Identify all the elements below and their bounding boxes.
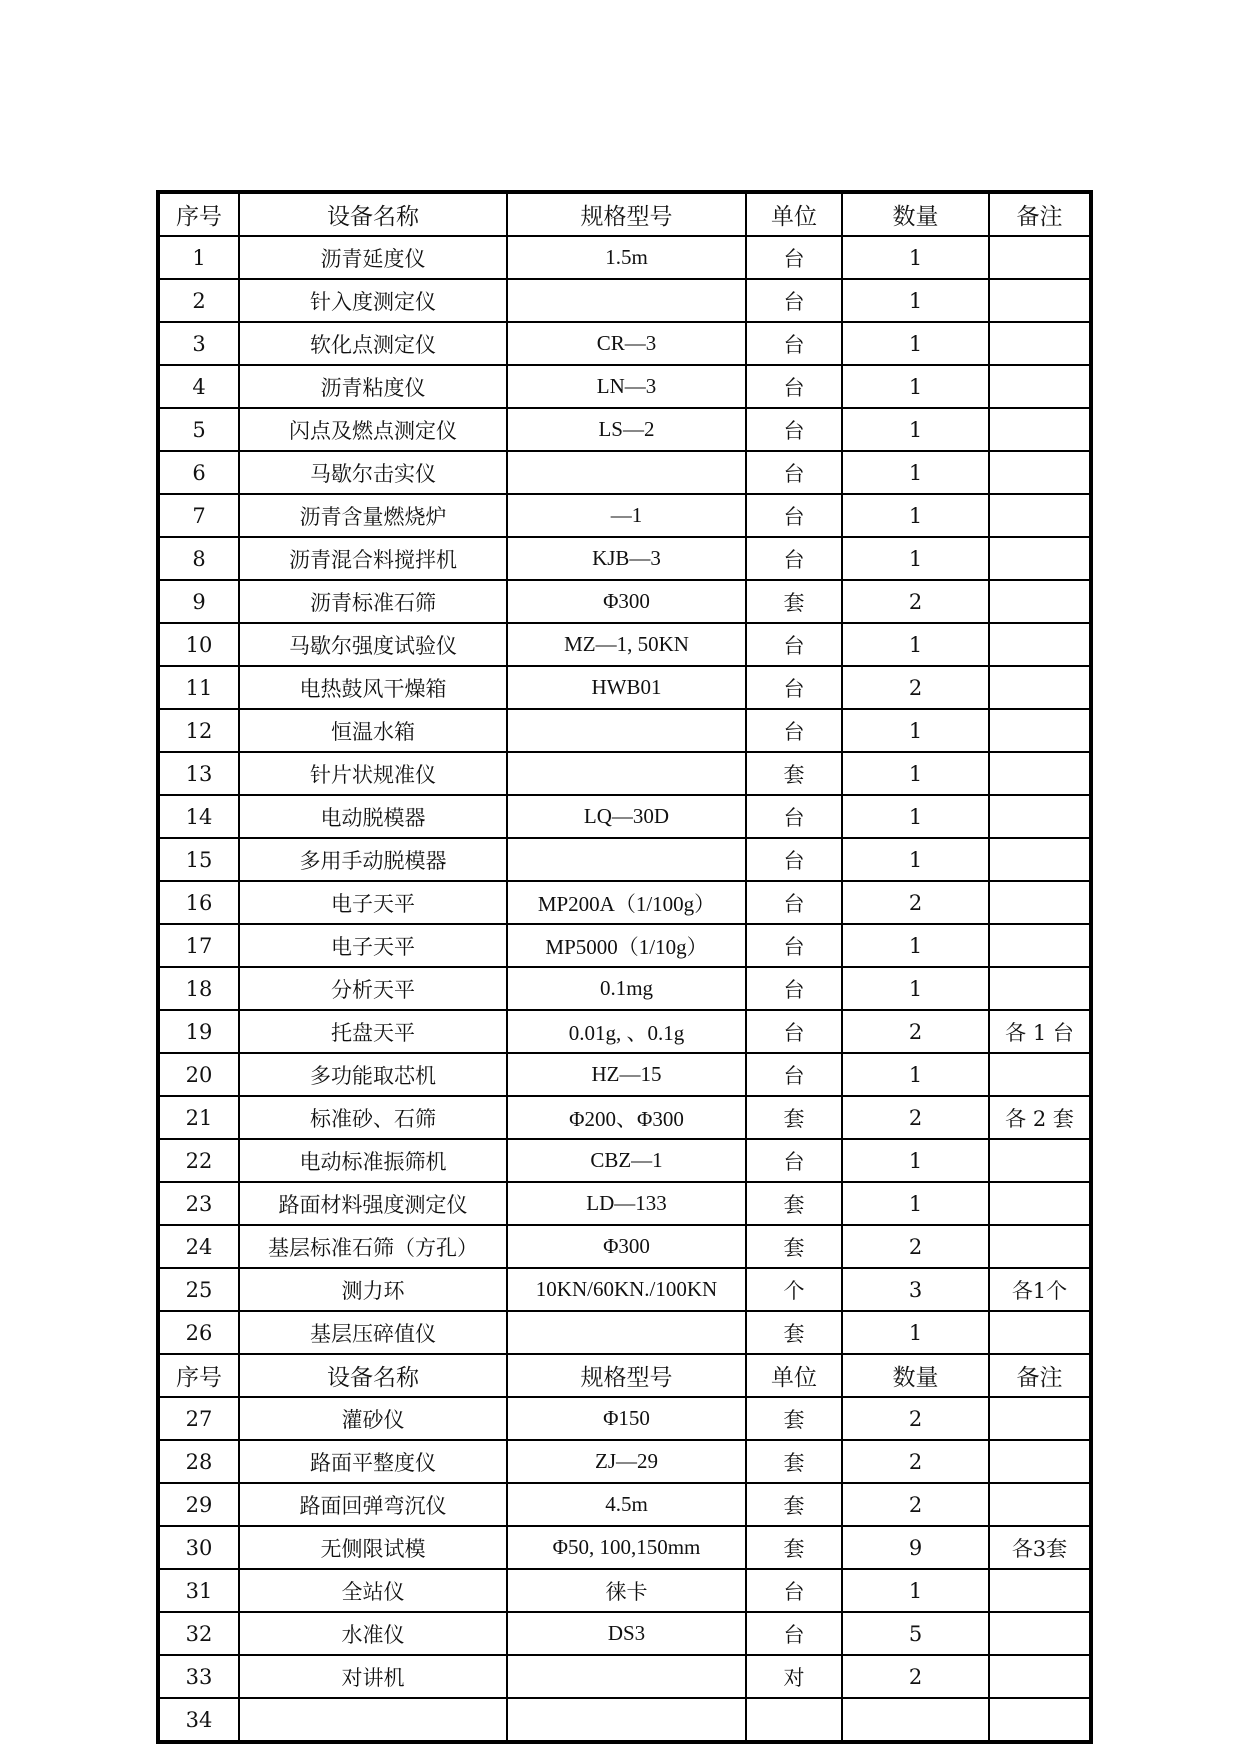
unit-cell: 套 bbox=[746, 1440, 842, 1483]
equipment-table-body bbox=[158, 192, 1091, 1742]
unit-cell: 套 bbox=[746, 1483, 842, 1526]
row-number-cell: 32 bbox=[158, 1612, 239, 1655]
equipment-name-cell: 电子天平 bbox=[239, 924, 507, 967]
unit-cell: 台 bbox=[746, 236, 842, 279]
quantity-cell: 1 bbox=[842, 924, 989, 967]
spec-model-cell: 徕卡 bbox=[507, 1569, 746, 1612]
quantity-cell: 1 bbox=[842, 279, 989, 322]
spec-model-cell: MZ—1, 50KN bbox=[507, 623, 746, 666]
equipment-name-cell: 沥青混合料搅拌机 bbox=[239, 537, 507, 580]
spec-model-cell bbox=[507, 279, 746, 322]
table-row bbox=[158, 709, 1091, 752]
remark-cell bbox=[989, 752, 1091, 795]
table-row bbox=[158, 666, 1091, 709]
quantity-cell: 1 bbox=[842, 709, 989, 752]
remark-cell bbox=[989, 365, 1091, 408]
spec-model-cell bbox=[507, 1698, 746, 1742]
remark-cell bbox=[989, 1182, 1091, 1225]
equipment-name-cell: 软化点测定仪 bbox=[239, 322, 507, 365]
table-row bbox=[158, 1612, 1091, 1655]
quantity-cell: 1 bbox=[842, 236, 989, 279]
table-row bbox=[158, 623, 1091, 666]
spec-model-cell: 0.1mg bbox=[507, 967, 746, 1010]
header-row-number: 序号 bbox=[158, 1354, 239, 1397]
table-row bbox=[158, 838, 1091, 881]
table-row bbox=[158, 322, 1091, 365]
quantity-cell: 9 bbox=[842, 1526, 989, 1569]
remark-cell: 各 1 台 bbox=[989, 1010, 1091, 1053]
spec-model-cell: LN—3 bbox=[507, 365, 746, 408]
unit-cell: 套 bbox=[746, 1526, 842, 1569]
quantity-cell: 2 bbox=[842, 1655, 989, 1698]
row-number-cell: 7 bbox=[158, 494, 239, 537]
spec-model-cell: KJB—3 bbox=[507, 537, 746, 580]
row-number-cell: 27 bbox=[158, 1397, 239, 1440]
unit-cell: 套 bbox=[746, 1182, 842, 1225]
spec-model-cell bbox=[507, 709, 746, 752]
equipment-name-cell: 马歇尔击实仪 bbox=[239, 451, 507, 494]
table-row bbox=[158, 1096, 1091, 1139]
unit-cell: 台 bbox=[746, 408, 842, 451]
equipment-name-cell bbox=[239, 1698, 507, 1742]
remark-cell bbox=[989, 1139, 1091, 1182]
unit-cell: 套 bbox=[746, 580, 842, 623]
remark-cell bbox=[989, 1698, 1091, 1742]
remark-cell bbox=[989, 1225, 1091, 1268]
unit-cell: 台 bbox=[746, 322, 842, 365]
remark-cell bbox=[989, 1655, 1091, 1698]
row-number-cell: 2 bbox=[158, 279, 239, 322]
table-row bbox=[158, 494, 1091, 537]
unit-cell: 台 bbox=[746, 537, 842, 580]
equipment-table bbox=[156, 190, 1093, 1744]
table-row bbox=[158, 1655, 1091, 1698]
remark-cell bbox=[989, 537, 1091, 580]
quantity-cell: 1 bbox=[842, 838, 989, 881]
unit-cell: 对 bbox=[746, 1655, 842, 1698]
header-equipment-name: 设备名称 bbox=[239, 1354, 507, 1397]
remark-cell bbox=[989, 1397, 1091, 1440]
unit-cell: 台 bbox=[746, 838, 842, 881]
table-row bbox=[158, 1225, 1091, 1268]
unit-cell: 台 bbox=[746, 666, 842, 709]
unit-cell: 台 bbox=[746, 1569, 842, 1612]
row-number-cell: 3 bbox=[158, 322, 239, 365]
row-number-cell: 21 bbox=[158, 1096, 239, 1139]
remark-cell bbox=[989, 580, 1091, 623]
spec-model-cell bbox=[507, 1311, 746, 1354]
equipment-name-cell: 路面回弹弯沉仪 bbox=[239, 1483, 507, 1526]
row-number-cell: 22 bbox=[158, 1139, 239, 1182]
spec-model-cell: CBZ—1 bbox=[507, 1139, 746, 1182]
remark-cell bbox=[989, 1440, 1091, 1483]
row-number-cell: 34 bbox=[158, 1698, 239, 1742]
spec-model-cell: MP200A（1/100g） bbox=[507, 881, 746, 924]
remark-cell bbox=[989, 881, 1091, 924]
table-row bbox=[158, 795, 1091, 838]
unit-cell: 台 bbox=[746, 451, 842, 494]
quantity-cell: 2 bbox=[842, 1096, 989, 1139]
quantity-cell: 2 bbox=[842, 1397, 989, 1440]
quantity-cell: 2 bbox=[842, 881, 989, 924]
unit-cell: 台 bbox=[746, 1612, 842, 1655]
header-unit: 单位 bbox=[746, 1354, 842, 1397]
remark-cell bbox=[989, 795, 1091, 838]
equipment-name-cell: 多功能取芯机 bbox=[239, 1053, 507, 1096]
remark-cell bbox=[989, 1053, 1091, 1096]
quantity-cell: 5 bbox=[842, 1612, 989, 1655]
unit-cell: 个 bbox=[746, 1268, 842, 1311]
spec-model-cell: MP5000（1/10g） bbox=[507, 924, 746, 967]
unit-cell: 台 bbox=[746, 709, 842, 752]
quantity-cell: 1 bbox=[842, 365, 989, 408]
row-number-cell: 31 bbox=[158, 1569, 239, 1612]
equipment-name-cell: 基层压碎值仪 bbox=[239, 1311, 507, 1354]
quantity-cell: 1 bbox=[842, 752, 989, 795]
unit-cell: 台 bbox=[746, 365, 842, 408]
equipment-name-cell: 多用手动脱模器 bbox=[239, 838, 507, 881]
quantity-cell: 1 bbox=[842, 451, 989, 494]
row-number-cell: 30 bbox=[158, 1526, 239, 1569]
equipment-name-cell: 马歇尔强度试验仪 bbox=[239, 623, 507, 666]
quantity-cell: 2 bbox=[842, 1440, 989, 1483]
remark-cell bbox=[989, 494, 1091, 537]
table-row bbox=[158, 408, 1091, 451]
equipment-name-cell: 电动标准振筛机 bbox=[239, 1139, 507, 1182]
spec-model-cell: 0.01g, 、0.1g bbox=[507, 1010, 746, 1053]
equipment-name-cell: 托盘天平 bbox=[239, 1010, 507, 1053]
spec-model-cell: LQ—30D bbox=[507, 795, 746, 838]
row-number-cell: 1 bbox=[158, 236, 239, 279]
row-number-cell: 16 bbox=[158, 881, 239, 924]
header-remark: 备注 bbox=[989, 1354, 1091, 1397]
table-row bbox=[158, 881, 1091, 924]
table-row bbox=[158, 236, 1091, 279]
row-number-cell: 6 bbox=[158, 451, 239, 494]
remark-cell bbox=[989, 1483, 1091, 1526]
spec-model-cell: Φ50, 100,150mm bbox=[507, 1526, 746, 1569]
quantity-cell: 2 bbox=[842, 1010, 989, 1053]
table-row bbox=[158, 1397, 1091, 1440]
spec-model-cell bbox=[507, 752, 746, 795]
unit-cell: 台 bbox=[746, 1139, 842, 1182]
header-quantity: 数量 bbox=[842, 192, 989, 236]
row-number-cell: 25 bbox=[158, 1268, 239, 1311]
quantity-cell: 3 bbox=[842, 1268, 989, 1311]
row-number-cell: 19 bbox=[158, 1010, 239, 1053]
equipment-name-cell: 对讲机 bbox=[239, 1655, 507, 1698]
row-number-cell: 24 bbox=[158, 1225, 239, 1268]
row-number-cell: 26 bbox=[158, 1311, 239, 1354]
spec-model-cell: 10KN/60KN./100KN bbox=[507, 1268, 746, 1311]
header-equipment-name: 设备名称 bbox=[239, 192, 507, 236]
header-quantity: 数量 bbox=[842, 1354, 989, 1397]
unit-cell: 台 bbox=[746, 1010, 842, 1053]
spec-model-cell bbox=[507, 838, 746, 881]
table-row bbox=[158, 967, 1091, 1010]
spec-model-cell: 1.5m bbox=[507, 236, 746, 279]
table-row bbox=[158, 1139, 1091, 1182]
equipment-name-cell: 电动脱模器 bbox=[239, 795, 507, 838]
unit-cell bbox=[746, 1698, 842, 1742]
table-row bbox=[158, 1483, 1091, 1526]
row-number-cell: 13 bbox=[158, 752, 239, 795]
quantity-cell: 1 bbox=[842, 537, 989, 580]
table-row bbox=[158, 1268, 1091, 1311]
quantity-cell: 2 bbox=[842, 580, 989, 623]
equipment-name-cell: 路面材料强度测定仪 bbox=[239, 1182, 507, 1225]
row-number-cell: 9 bbox=[158, 580, 239, 623]
unit-cell: 台 bbox=[746, 795, 842, 838]
quantity-cell: 1 bbox=[842, 1569, 989, 1612]
remark-cell bbox=[989, 709, 1091, 752]
quantity-cell: 1 bbox=[842, 1182, 989, 1225]
quantity-cell: 1 bbox=[842, 322, 989, 365]
spec-model-cell: LD—133 bbox=[507, 1182, 746, 1225]
unit-cell: 套 bbox=[746, 752, 842, 795]
row-number-cell: 33 bbox=[158, 1655, 239, 1698]
spec-model-cell: 4.5m bbox=[507, 1483, 746, 1526]
table-row bbox=[158, 1311, 1091, 1354]
unit-cell: 台 bbox=[746, 881, 842, 924]
unit-cell: 台 bbox=[746, 623, 842, 666]
quantity-cell bbox=[842, 1698, 989, 1742]
equipment-name-cell: 沥青标准石筛 bbox=[239, 580, 507, 623]
equipment-name-cell: 电热鼓风干燥箱 bbox=[239, 666, 507, 709]
unit-cell: 套 bbox=[746, 1096, 842, 1139]
row-number-cell: 20 bbox=[158, 1053, 239, 1096]
equipment-name-cell: 沥青延度仪 bbox=[239, 236, 507, 279]
unit-cell: 台 bbox=[746, 967, 842, 1010]
equipment-name-cell: 水准仪 bbox=[239, 1612, 507, 1655]
quantity-cell: 2 bbox=[842, 1225, 989, 1268]
remark-cell: 各 2 套 bbox=[989, 1096, 1091, 1139]
header-spec-model: 规格型号 bbox=[507, 192, 746, 236]
remark-cell bbox=[989, 623, 1091, 666]
remark-cell: 各1个 bbox=[989, 1268, 1091, 1311]
table-row bbox=[158, 1698, 1091, 1742]
remark-cell bbox=[989, 967, 1091, 1010]
row-number-cell: 28 bbox=[158, 1440, 239, 1483]
quantity-cell: 1 bbox=[842, 1053, 989, 1096]
spec-model-cell: CR—3 bbox=[507, 322, 746, 365]
table-row bbox=[158, 1569, 1091, 1612]
table-row bbox=[158, 752, 1091, 795]
equipment-name-cell: 测力环 bbox=[239, 1268, 507, 1311]
table-row bbox=[158, 924, 1091, 967]
quantity-cell: 1 bbox=[842, 1311, 989, 1354]
quantity-cell: 1 bbox=[842, 1139, 989, 1182]
equipment-name-cell: 针片状规准仪 bbox=[239, 752, 507, 795]
table-row bbox=[158, 279, 1091, 322]
row-number-cell: 10 bbox=[158, 623, 239, 666]
unit-cell: 套 bbox=[746, 1225, 842, 1268]
equipment-name-cell: 沥青粘度仪 bbox=[239, 365, 507, 408]
equipment-name-cell: 沥青含量燃烧炉 bbox=[239, 494, 507, 537]
unit-cell: 台 bbox=[746, 494, 842, 537]
equipment-name-cell: 针入度测定仪 bbox=[239, 279, 507, 322]
unit-cell: 台 bbox=[746, 1053, 842, 1096]
spec-model-cell: ZJ—29 bbox=[507, 1440, 746, 1483]
header-unit: 单位 bbox=[746, 192, 842, 236]
spec-model-cell: LS—2 bbox=[507, 408, 746, 451]
table-header-row bbox=[158, 1354, 1091, 1397]
remark-cell bbox=[989, 408, 1091, 451]
row-number-cell: 14 bbox=[158, 795, 239, 838]
table-row bbox=[158, 1010, 1091, 1053]
spec-model-cell: HWB01 bbox=[507, 666, 746, 709]
equipment-name-cell: 灌砂仪 bbox=[239, 1397, 507, 1440]
spec-model-cell: —1 bbox=[507, 494, 746, 537]
table-row bbox=[158, 451, 1091, 494]
remark-cell bbox=[989, 666, 1091, 709]
table-row bbox=[158, 1526, 1091, 1569]
spec-model-cell: Φ200、Φ300 bbox=[507, 1096, 746, 1139]
table-row bbox=[158, 537, 1091, 580]
row-number-cell: 5 bbox=[158, 408, 239, 451]
quantity-cell: 1 bbox=[842, 967, 989, 1010]
row-number-cell: 4 bbox=[158, 365, 239, 408]
equipment-name-cell: 闪点及燃点测定仪 bbox=[239, 408, 507, 451]
table-row bbox=[158, 580, 1091, 623]
equipment-name-cell: 电子天平 bbox=[239, 881, 507, 924]
equipment-name-cell: 全站仪 bbox=[239, 1569, 507, 1612]
remark-cell bbox=[989, 279, 1091, 322]
quantity-cell: 1 bbox=[842, 795, 989, 838]
remark-cell bbox=[989, 451, 1091, 494]
remark-cell bbox=[989, 1569, 1091, 1612]
header-remark: 备注 bbox=[989, 192, 1091, 236]
table-row bbox=[158, 1440, 1091, 1483]
equipment-name-cell: 恒温水箱 bbox=[239, 709, 507, 752]
spec-model-cell bbox=[507, 1655, 746, 1698]
remark-cell bbox=[989, 924, 1091, 967]
equipment-name-cell: 路面平整度仪 bbox=[239, 1440, 507, 1483]
unit-cell: 台 bbox=[746, 279, 842, 322]
row-number-cell: 29 bbox=[158, 1483, 239, 1526]
spec-model-cell: Φ150 bbox=[507, 1397, 746, 1440]
row-number-cell: 18 bbox=[158, 967, 239, 1010]
unit-cell: 套 bbox=[746, 1311, 842, 1354]
spec-model-cell: Φ300 bbox=[507, 580, 746, 623]
quantity-cell: 1 bbox=[842, 623, 989, 666]
row-number-cell: 17 bbox=[158, 924, 239, 967]
row-number-cell: 12 bbox=[158, 709, 239, 752]
equipment-name-cell: 分析天平 bbox=[239, 967, 507, 1010]
row-number-cell: 23 bbox=[158, 1182, 239, 1225]
table-row bbox=[158, 365, 1091, 408]
quantity-cell: 2 bbox=[842, 1483, 989, 1526]
table-row bbox=[158, 1182, 1091, 1225]
unit-cell: 台 bbox=[746, 924, 842, 967]
row-number-cell: 11 bbox=[158, 666, 239, 709]
remark-cell: 各3套 bbox=[989, 1526, 1091, 1569]
spec-model-cell: DS3 bbox=[507, 1612, 746, 1655]
equipment-name-cell: 基层标准石筛（方孔） bbox=[239, 1225, 507, 1268]
table-row bbox=[158, 1053, 1091, 1096]
quantity-cell: 1 bbox=[842, 408, 989, 451]
row-number-cell: 8 bbox=[158, 537, 239, 580]
table-header-row bbox=[158, 192, 1091, 236]
remark-cell bbox=[989, 1311, 1091, 1354]
quantity-cell: 2 bbox=[842, 666, 989, 709]
spec-model-cell: Φ300 bbox=[507, 1225, 746, 1268]
remark-cell bbox=[989, 236, 1091, 279]
quantity-cell: 1 bbox=[842, 494, 989, 537]
equipment-name-cell: 标准砂、石筛 bbox=[239, 1096, 507, 1139]
remark-cell bbox=[989, 322, 1091, 365]
remark-cell bbox=[989, 838, 1091, 881]
remark-cell bbox=[989, 1612, 1091, 1655]
header-row-number: 序号 bbox=[158, 192, 239, 236]
header-spec-model: 规格型号 bbox=[507, 1354, 746, 1397]
unit-cell: 套 bbox=[746, 1397, 842, 1440]
equipment-name-cell: 无侧限试模 bbox=[239, 1526, 507, 1569]
spec-model-cell: HZ—15 bbox=[507, 1053, 746, 1096]
row-number-cell: 15 bbox=[158, 838, 239, 881]
spec-model-cell bbox=[507, 451, 746, 494]
